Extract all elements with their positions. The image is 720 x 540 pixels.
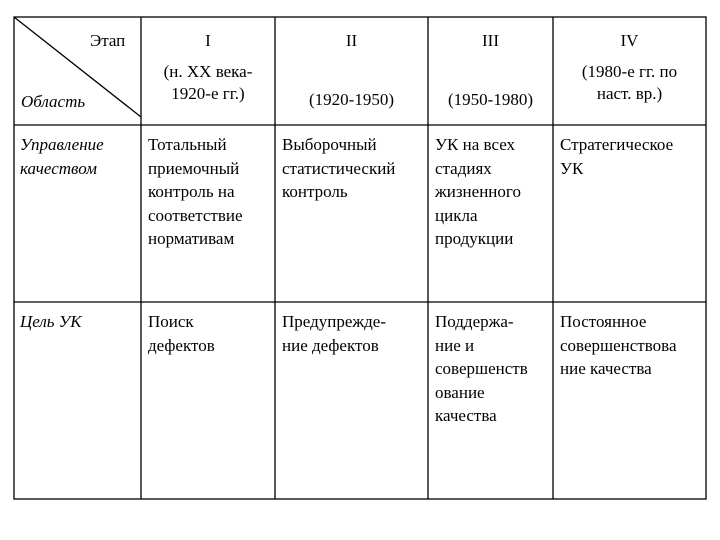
column-4-numeral: IV [620, 31, 639, 50]
column-1-period: (н. ХХ века- 1920-е гг.) [163, 62, 253, 103]
column-1-numeral: I [205, 31, 211, 50]
column-2-period: (1920-1950) [309, 90, 394, 109]
column-3-period: (1950-1980) [448, 90, 533, 109]
column-4-period: (1980-е гг. по наст. вр.) [581, 62, 678, 103]
column-3-numeral: III [482, 31, 499, 50]
column-2-numeral: II [345, 31, 358, 50]
row-1-cell-2: Выборочный статистический контроль [282, 135, 396, 201]
row-1-cell-4: Стратегическое УК [560, 135, 674, 178]
row-2-cell-2: Предупрежде- ние дефектов [282, 312, 386, 355]
row-1-label: Управление качеством [20, 135, 104, 178]
area-header-label: Область [21, 92, 86, 111]
row-2-cell-1: Поиск дефектов [148, 312, 215, 355]
row-2-cell-3: Поддержа- ние и совершенств ование качества [435, 312, 528, 425]
row-1-cell-3: УК на всех стадиях жизненного цикла продукции [435, 135, 521, 248]
row-1-cell-1: Тотальный приемочный контроль на соответствие нормативам [148, 135, 243, 248]
row-2-label: Цель УК [20, 312, 82, 331]
stage-header-label: Этап [90, 31, 126, 50]
row-2-cell-4: Постоянное совершенствова ние качества [560, 312, 677, 378]
